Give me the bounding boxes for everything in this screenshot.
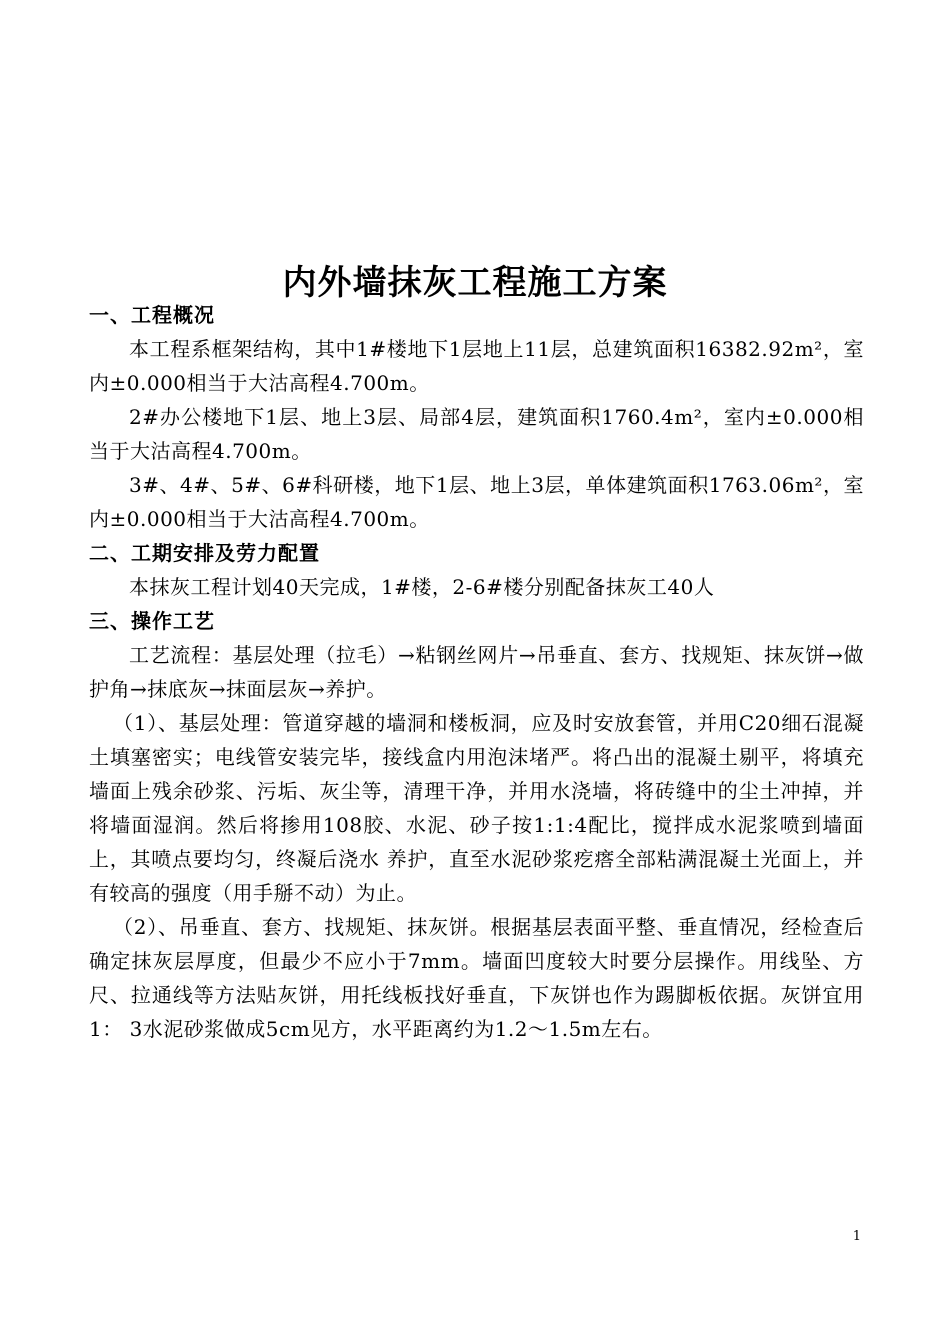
section-operation-process	[89, 604, 864, 1046]
section-heading: 三、操作工艺	[89, 609, 215, 633]
section-schedule-labor	[89, 536, 864, 604]
paragraph: 本抹灰工程计划40天完成，1#楼，2-6#楼分别配备抹灰工40人	[129, 575, 715, 599]
paragraph: 本工程系框架结构，其中1#楼地下1层地上11层，总建筑面积16382.92m²，室内±0.000相当于大沽高程4.700m。	[89, 337, 864, 395]
paragraph: 工艺流程：基层处理（拉毛）→粘钢丝网片→吊垂直、套方、找规矩、抹灰饼→做护角→抹底灰→抹面层灰→养护。	[89, 643, 864, 701]
paragraph: 3#、4#、5#、6#科研楼，地下1层、地上3层，单体建筑面积1763.06m²，室内±0.000相当于大沽高程4.700m。	[89, 473, 864, 531]
page-number: 1	[852, 1229, 861, 1244]
section-heading: 一、工程概况	[89, 303, 215, 327]
document-body	[89, 298, 864, 1046]
process-step: （1）、基层处理：管道穿越的墙洞和楼板洞，应及时安放套管，并用C20细石混凝土填塞密实；电线管安装完毕，接线盒内用泡沫堵严。将凸出的混凝土剔平，将填充墙面上残余砂浆、污垢、灰尘等，清理干净，并用水浇墙，将砖缝中的尘土冲掉，并将墙面湿润。然后将掺用108胶、水泥、砂子按1:1:4配比，搅拌成水泥浆喷到墙面上，其喷点要均匀，终凝后浇水 养护，直至水泥砂浆疙瘩全部粘满混凝土光面上，并有较高的强度（用手掰不动）为止。	[89, 711, 864, 905]
paragraph: 2#办公楼地下1层、地上3层、局部4层，建筑面积1760.4m²，室内±0.000相当于大沽高程4.700m。	[89, 405, 864, 463]
section-project-overview	[89, 298, 864, 536]
document-title: 内外墙抹灰工程施工方案	[282, 262, 668, 303]
process-step: （2）、吊垂直、套方、找规矩、抹灰饼。根据基层表面平整、垂直情况，经检查后确定抹灰层厚度，但最少不应小于7mm。墙面凹度较大时要分层操作。用线坠、方尺、拉通线等方法贴灰饼，用托线板找好垂直，下灰饼也作为踢脚板依据。灰饼宜用1： 3水泥砂浆做成5cm见方，水平距离约为1.2～1.5m左右。	[89, 915, 864, 1041]
section-heading: 二、工期安排及劳力配置	[89, 541, 320, 565]
